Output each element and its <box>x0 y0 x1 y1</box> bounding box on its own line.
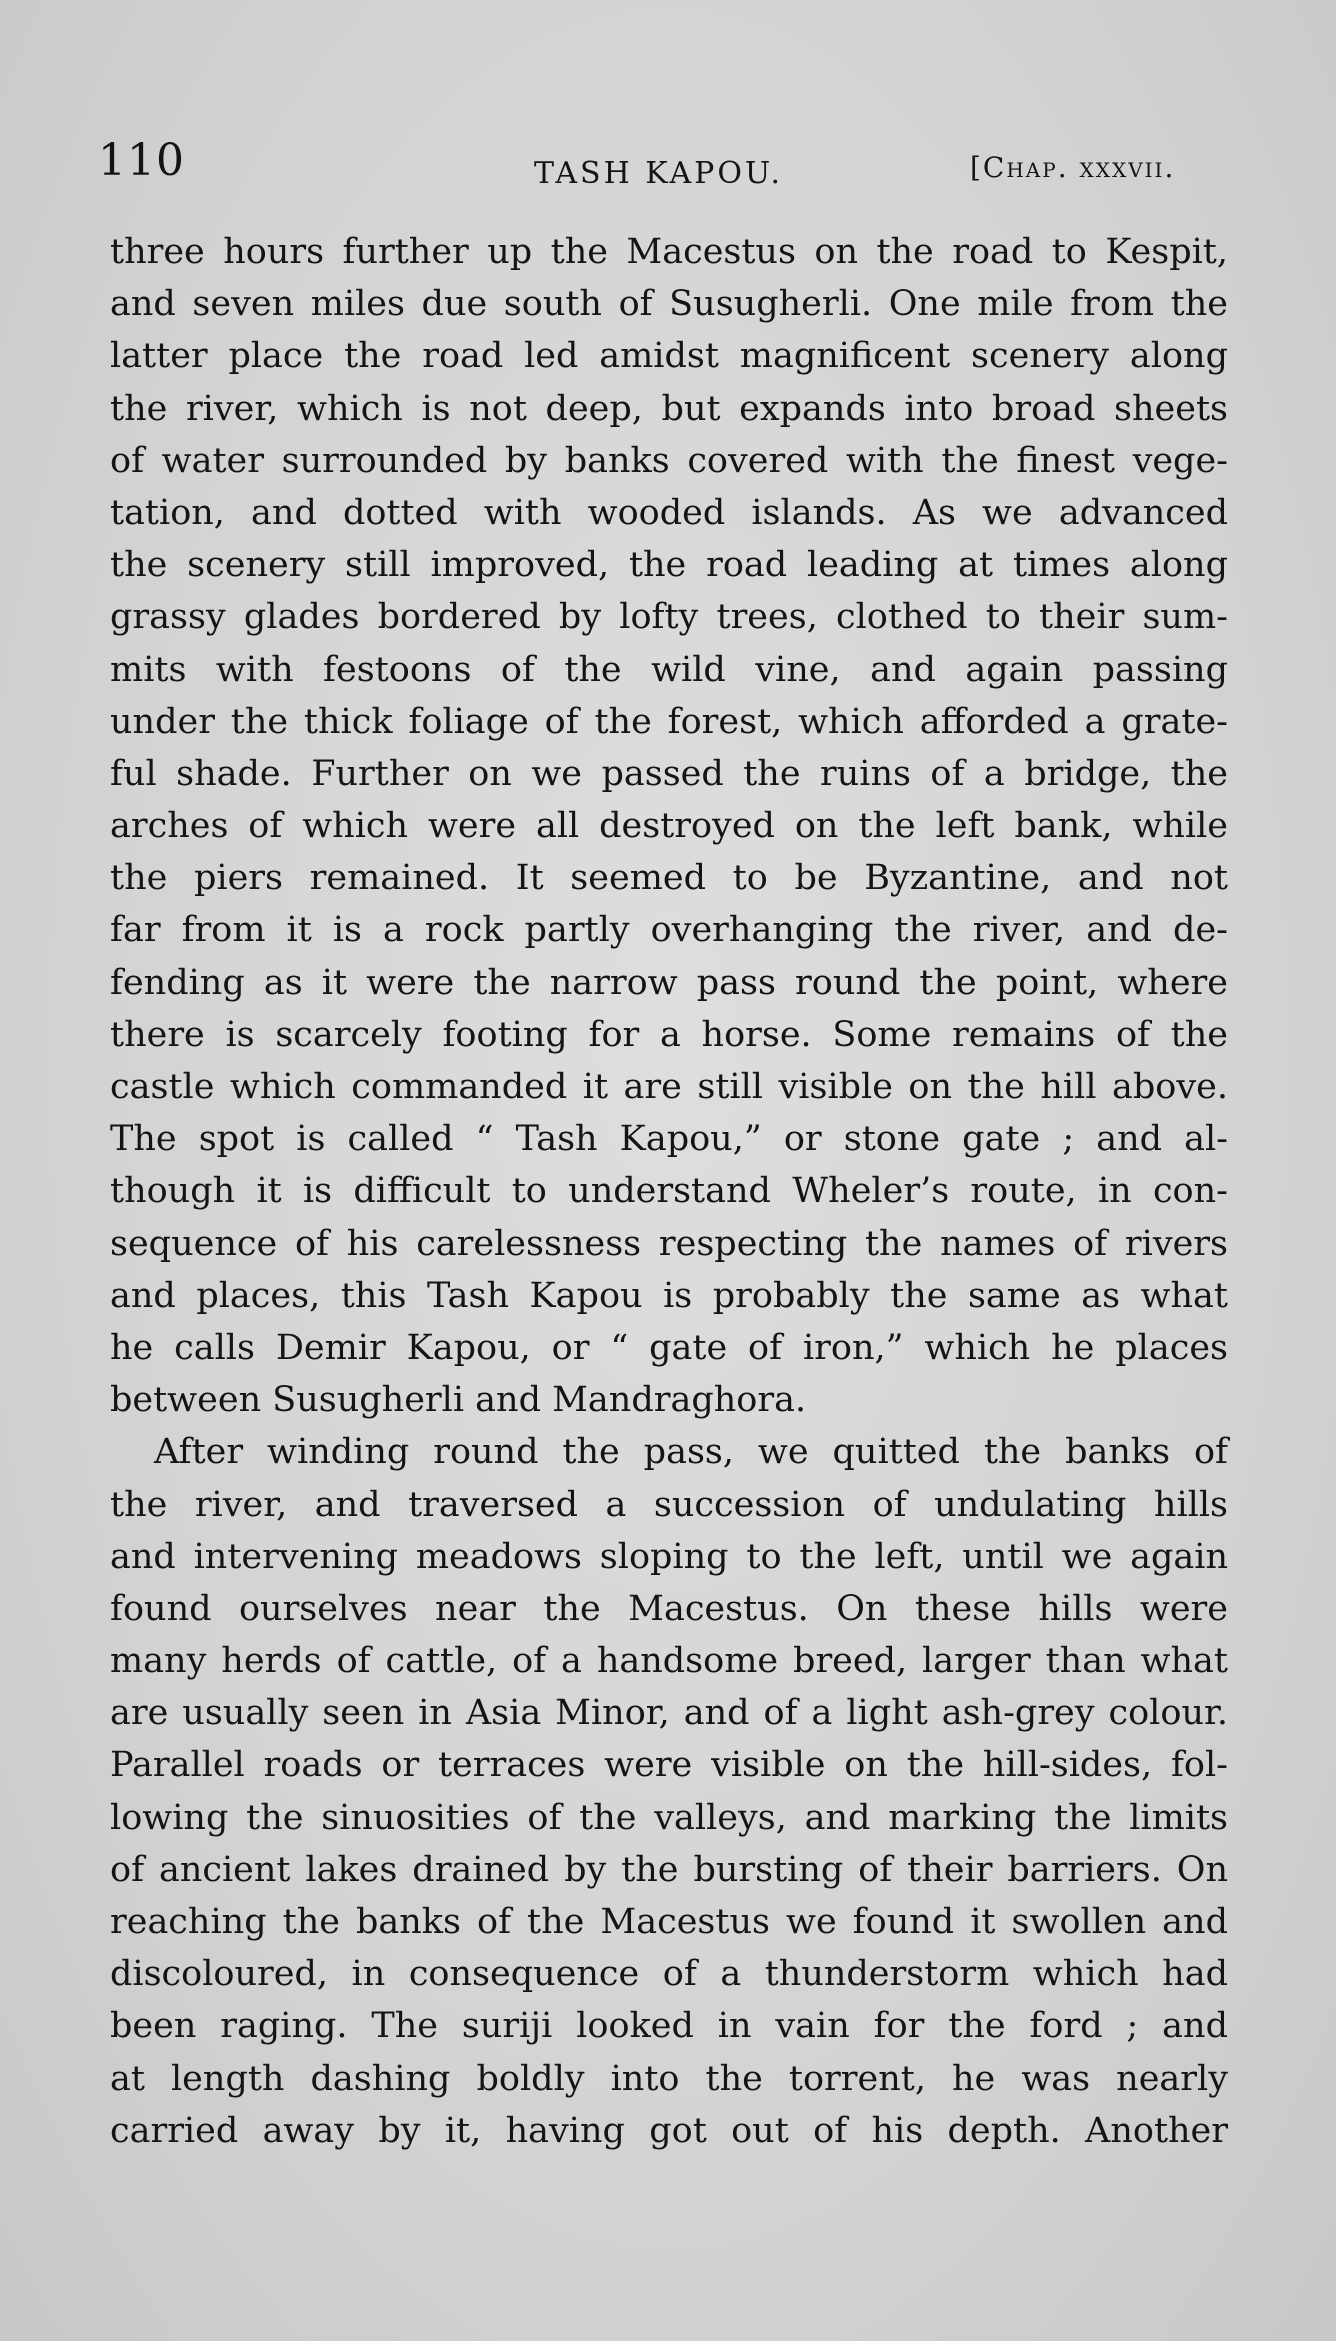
text-line: and seven miles due south of Susugherli. One mile from the <box>110 284 1228 325</box>
text-line: there is scarcely footing for a horse. Some remains of the <box>110 1014 1228 1055</box>
text-line: found ourselves near the Macestus. On these hills were <box>110 1588 1228 1629</box>
text-line: at length dashing boldly into the torrent, he was nearly <box>110 2058 1228 2099</box>
text-line: the river, which is not deep, but expands into broad sheets <box>110 388 1228 429</box>
text-line: though it is difficult to understand Wheler’s route, in con- <box>110 1171 1228 1212</box>
text-line: The spot is called “ Tash Kapou,” or stone gate ; and al- <box>110 1119 1228 1160</box>
text-line: lowing the sinuosities of the valleys, and marking the limits <box>110 1797 1228 1838</box>
text-line: far from it is a rock partly overhanging the river, and de- <box>110 910 1228 951</box>
text-line: arches of which were all destroyed on the left bank, while <box>110 806 1228 847</box>
text-line: tation, and dotted with wooded islands. As we advanced <box>110 492 1228 533</box>
text-line: After winding round the pass, we quitted the banks of <box>154 1432 1228 1473</box>
text-line: the piers remained. It seemed to be Byzantine, and not <box>110 858 1228 899</box>
paragraph <box>110 1426 1228 2157</box>
text-line: and intervening meadows sloping to the left, until we again <box>110 1536 1228 1577</box>
text-line: he calls Demir Kapou, or “ gate of iron,” which he places <box>110 1327 1228 1368</box>
text-line: and places, this Tash Kapou is probably the same as what <box>110 1275 1228 1316</box>
text-line: sequence of his carelessness respecting the names of rivers <box>110 1223 1228 1264</box>
text-line: of water surrounded by banks covered with the finest vege- <box>110 440 1228 481</box>
text-line: of ancient lakes drained by the bursting of their barriers. On <box>110 1849 1228 1890</box>
text-line: the scenery still improved, the road leading at times along <box>110 545 1228 586</box>
text-line: between Susugherli and Mandraghora. <box>110 1380 807 1421</box>
text-line: latter place the road led amidst magnificent scenery along <box>110 336 1228 377</box>
text-line: three hours further up the Macestus on the road to Kespit, <box>110 232 1228 272</box>
text-line: been raging. The suriji looked in vain for the ford ; and <box>110 2006 1228 2047</box>
body-text <box>110 226 1228 2157</box>
text-line: fending as it were the narrow pass round the point, where <box>110 962 1228 1003</box>
text-line: grassy glades bordered by lofty trees, clothed to their sum- <box>110 597 1228 638</box>
text-line: the river, and traversed a succession of undulating hills <box>110 1484 1228 1525</box>
text-line: ful shade. Further on we passed the ruins of a bridge, the <box>110 753 1228 794</box>
text-line: many herds of cattle, of a handsome breed, larger than what <box>110 1641 1228 1682</box>
text-line: under the thick foliage of the forest, which afforded a grate- <box>110 701 1228 742</box>
text-line: carried away by it, having got out of his depth. Another <box>110 2110 1228 2151</box>
page-header <box>0 0 1336 200</box>
text-line: Parallel roads or terraces were visible on the hill-sides, fol- <box>110 1745 1228 1786</box>
chapter-reference: [Chap. xxxvii. <box>970 151 1176 184</box>
text-line: are usually seen in Asia Minor, and of a light ash-grey colour. <box>110 1693 1228 1734</box>
text-line: discoloured, in consequence of a thunderstorm which had <box>110 1954 1228 1995</box>
text-line: reaching the banks of the Macestus we found it swollen and <box>110 1902 1228 1942</box>
page-number: 110 <box>98 135 185 186</box>
text-line: mits with festoons of the wild vine, and again passing <box>110 649 1228 690</box>
text-line: castle which commanded it are still visible on the hill above. <box>110 1067 1228 1107</box>
paragraph <box>110 226 1228 1426</box>
running-title: TASH KAPOU. <box>534 156 783 191</box>
